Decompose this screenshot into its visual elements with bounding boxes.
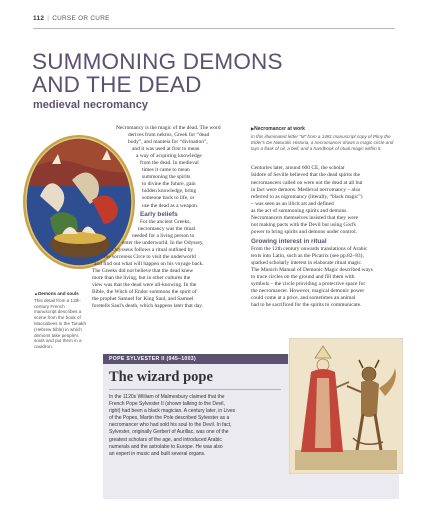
text-line: more than the living, but in other cultures the: [92, 274, 191, 281]
text-line: enter the underworld. In the Odyssey,: [122, 239, 204, 246]
text-line: in fact were demons. Medieval necromancy – also: [251, 186, 361, 193]
page-title: [32, 50, 362, 96]
text-line: derives from nekros, Greek for “dead: [128, 132, 210, 139]
text-line: view was that the dead were all-knowing. In the: [92, 281, 197, 288]
text-line: Sylvester, originally Gerbert of Aurillac, was one of the: [109, 429, 229, 436]
page-number: 112: [33, 15, 45, 22]
text-line: as the act of summoning spirits and demons.: [251, 207, 348, 214]
pope-box-label: POPE SYLVESTER II (945–1003): [103, 354, 288, 364]
text-line: an expert in music and built several organs.: [109, 450, 206, 457]
pope-sylvester-box: [103, 354, 399, 499]
title-line-2: AND THE DEAD: [32, 72, 202, 97]
left-column: [92, 125, 244, 310]
text-line: Necromancy is the magic of the dead. The word: [116, 125, 221, 131]
text-line: necromancy was the ritual: [138, 225, 196, 232]
text-line: not making pacts with the Devil but using God's: [251, 221, 356, 228]
text-line: The Munich Manual of Demonic Magic described ways: [251, 267, 373, 274]
text-line: needed for a living person to: [132, 232, 195, 239]
text-line: to divine the future, gain: [142, 181, 196, 188]
text-line: of the Popes, Martin the Pole described Sylvester as a: [109, 415, 230, 422]
text-line: greatest scholars of the age, and introduced Arabic: [109, 436, 222, 443]
text-line: numerals and the astrolabe to Europe. He was also: [109, 443, 223, 450]
text-line: necromancer who had sold his soul to the Devil. In fact,: [109, 422, 232, 429]
text-line: the necromancer. However, magical demonic power: [251, 288, 365, 295]
text-line: the prophet Samuel for King Saul, and Samuel: [92, 296, 194, 303]
left-caption: [34, 291, 88, 350]
header-separator: |: [47, 15, 50, 22]
text-line: a way of acquiring knowledge: [136, 153, 202, 160]
text-line: right) had been a black magician. A century later, in Lives: [109, 408, 236, 415]
text-line: hidden knowledge, bring: [142, 188, 197, 195]
text-line: necromancers called on were not the dead at all but: [251, 179, 363, 186]
pope-box-text: [109, 394, 281, 458]
text-line: someone back to life, or: [142, 195, 195, 202]
text-line: Centuries later, around 600 CE, the scholar: [251, 165, 345, 172]
page-subtitle: medieval necromancy: [33, 99, 148, 111]
isidore-paragraph: [251, 165, 394, 235]
ritual-paragraph: [251, 246, 394, 309]
running-header: [33, 15, 393, 22]
title-line-1: SUMMONING DEMONS: [32, 49, 283, 74]
text-line: referred to as nigromancy (literally, “black magic”): [251, 193, 363, 200]
left-caption-text: This detail from a 13th-century French manuscript describes a scene from the book of Maccabees in the Tanakh (Hebrew bible) in which demons take people's souls and put them in a cauldron.: [34, 297, 87, 350]
text-line: – was seen as an illicit art and defined: [251, 200, 334, 207]
text-line: and find out what will happen on his voyage back.: [94, 260, 204, 267]
text-line: power to bring spirits and demons under control.: [251, 228, 358, 235]
section-name: CURSE OR CURE: [52, 15, 110, 22]
text-line: and it was used at first to mean: [132, 146, 200, 153]
intro-paragraph: [92, 125, 244, 210]
section-heading-early-beliefs: Early beliefs: [140, 210, 178, 218]
text-line: use the dead as a weapon.: [142, 202, 199, 209]
pope-and-devil-illustration: [289, 338, 403, 474]
text-line: sparked scholarly interest in elaborate ritual magic.: [251, 260, 363, 266]
pope-box-heading: The wizard pope: [109, 369, 213, 385]
pope-box-rule: [109, 389, 281, 390]
text-line: had to be sacrificed for the spirits to communicate.: [251, 302, 362, 309]
text-line: Isidore of Seville believed that the dead spirits the: [251, 172, 361, 179]
text-line: In the 1120s William of Malmesbury claimed that the: [109, 394, 225, 400]
text-line: Necromancers themselves insisted that they were: [251, 214, 359, 221]
text-line: from the dead. In medieval: [140, 160, 199, 167]
text-line: Bible, the Witch of Endor summons the spirit of: [92, 289, 197, 296]
header-rule: [33, 28, 395, 29]
section-heading-ritual: Growing interest in ritual: [251, 237, 327, 245]
text-line: foretells Saul's death, which happens later that day.: [92, 303, 204, 310]
early-beliefs-paragraph: [92, 219, 244, 311]
text-line: body”, and manteia for “divination”,: [128, 139, 208, 146]
text-line: symbols – the circle providing a protective space for: [251, 281, 366, 288]
text-line: summoning the spirits: [142, 174, 191, 181]
text-line: times it came to mean: [142, 167, 190, 174]
text-line: texts into Latin, such as the Picatrix (see pp.82–83),: [251, 252, 364, 259]
left-caption-title: ▲ Demons and souls: [34, 291, 88, 297]
text-line: The Greeks did not believe that the dead knew: [92, 267, 194, 274]
text-line: French Pope Sylvester II (shown talking to the Devil,: [109, 401, 225, 408]
text-line: For the ancient Greeks,: [140, 218, 191, 225]
text-line: From the 12th century onwards translations of Arabic: [251, 245, 368, 252]
text-line: the sorceress Circe to visit the underworld: [104, 253, 196, 260]
right-column: [251, 125, 394, 309]
text-line: could come at a price, and sometimes an animal: [251, 295, 356, 302]
text-line: to trace circles on the ground and fill them with: [251, 274, 355, 281]
right-caption-title: ▶ Necromancer at work: [251, 125, 394, 133]
right-caption-text: In this illuminated letter “M” from a 1481 manuscript copy of Pliny the Elder's De Naturalis Historia, a necromancer draws a magic circle and lays a flask of oil, a bell, and a handbook of ritual magic within it.: [251, 134, 394, 151]
text-line: Odysseus follows a ritual outlined by: [112, 246, 194, 253]
